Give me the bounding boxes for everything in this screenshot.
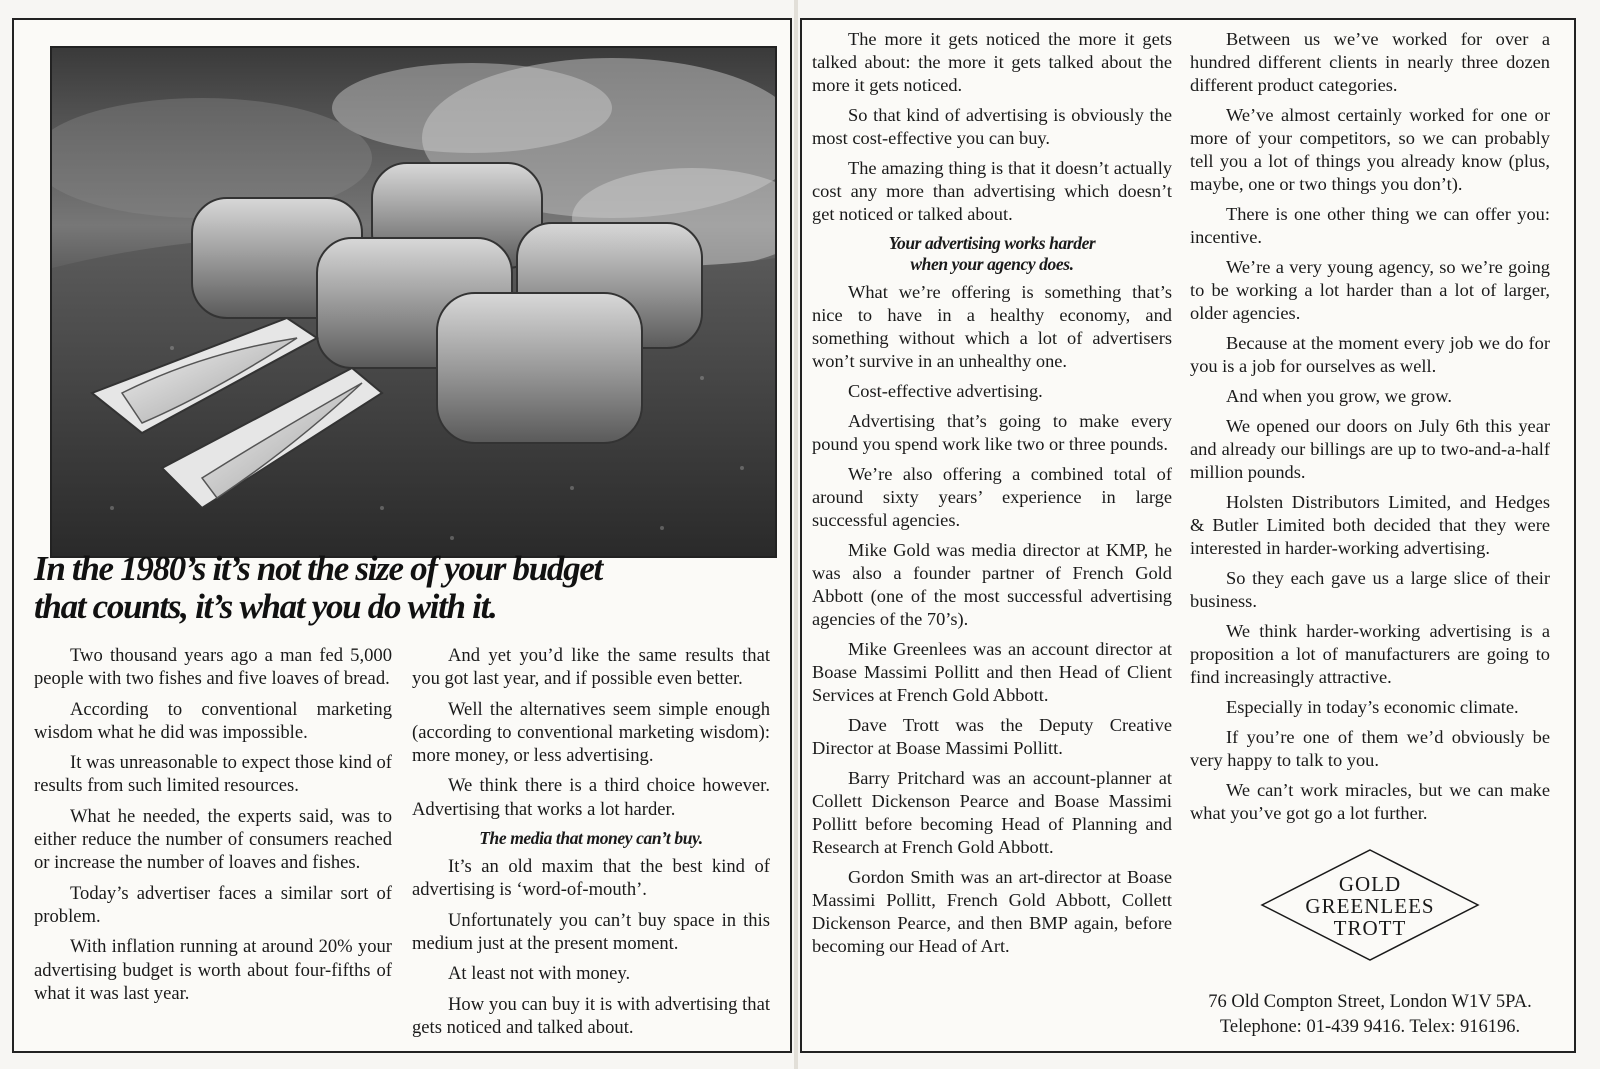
bread-and-fish-photo [50,46,777,558]
headline-line-2: that counts, it’s what you do with it. [34,587,497,626]
paragraph: There is one other thing we can offer you: incentive. [1190,204,1550,247]
paragraph: We think there is a third choice however. Advertising that works a lot harder. [412,775,770,820]
paragraph: How you can buy it is with advertising that gets noticed and talked about. [412,993,770,1038]
left-column-1 [34,644,392,1012]
paragraph: It was unreasonable to expect those kind of results from such limited resources. [34,752,392,797]
paragraph: Advertising that’s going to make every pound you spend work like two or three pounds. [812,411,1172,454]
paragraph: And yet you’d like the same results that you got last year, and if possible even better. [412,645,770,690]
paragraph: Today’s advertiser faces a similar sort of problem. [34,882,392,927]
paragraph: According to conventional marketing wisdom what he did was impossible. [34,698,392,743]
paragraph: Mike Gold was media director at KMP, he was also a founder partner of French Gold Abbott (one of the most successful advertising agencies of the 70’s). [812,540,1172,629]
paragraph: We opened our doors on July 6th this year and already our billings are up to two-and-a-half million pounds. [1190,416,1550,482]
right-column-2-text [1190,28,1550,832]
telephone-telex: Telephone: 01-439 9416. Telex: 916196. [1219,1017,1521,1037]
paragraph: The amazing thing is that it doesn’t actually cost any more than advertising which doesn’t get noticed or talked about. [812,158,1172,224]
paragraph: So that kind of advertising is obviously the most cost-effective you can buy. [812,105,1172,148]
paragraph: What we’re offering is something that’s nice to have in a healthy economy, and something without which a lot of advertisers won’t survive in an unhealthy one. [812,282,1172,371]
subheading-line-2: when your agency does. [910,254,1074,274]
headline [34,550,794,626]
paragraph: Cost-effective advertising. [848,381,1043,401]
paragraph: With inflation running at around 20% your advertising budget is worth about four-fifths of what it was last year. [34,936,392,1004]
paragraph: Between us we’ve worked for over a hundred different clients in nearly three dozen different product categories. [1190,29,1550,95]
paragraph: Gordon Smith was an art-director at Boase Massimi Pollitt, French Gold Abbott, Collett Dickenson Pearce, and then BMP again, before becoming our Head of Art. [812,867,1172,956]
paragraph: What he needed, the experts said, was to either reduce the number of consumers reached or increase the number of loaves and fishes. [34,805,392,874]
paragraph: Mike Greenlees was an account director at Boase Massimi Pollitt and then Head of Client Services at French Gold Abbott. [812,639,1172,705]
subheading [812,233,1172,275]
paragraph: Especially in today’s economic climate. [1226,697,1519,717]
paragraph: Barry Pritchard was an account-planner at Collett Dickenson Pearce and Boase Massimi Pollitt before becoming Head of Planning and Research at French Gold Abbott. [812,768,1172,857]
paragraph: Because at the moment every job we do for you is a job for ourselves as well. [1190,333,1550,376]
right-column-1-text [812,28,1172,965]
subheading-line-1: Your advertising works harder [888,233,1096,253]
headline-line-1: In the 1980’s it’s not the size of your budget [34,549,602,588]
paragraph: So they each gave us a large slice of their business. [1190,568,1550,611]
paragraph: It’s an old maxim that the best kind of advertising is ‘word-of-mouth’. [412,856,770,901]
paragraph: Dave Trott was the Deputy Creative Director at Boase Massimi Pollitt. [812,715,1172,758]
agency-address [1180,990,1560,1040]
logo-line-1: GOLD [1338,872,1402,896]
paragraph: Unfortunately you can’t buy space in this medium just at the present moment. [412,909,770,954]
logo-line-2: GREENLEES [1305,894,1435,918]
paragraph: And when you grow, we grow. [1226,386,1452,406]
agency-logo [1260,848,1480,962]
page-gutter [794,0,798,1069]
subheading: The media that money can’t buy. [479,828,703,849]
paragraph: If you’re one of them we’d obviously be very happy to talk to you. [1190,727,1550,770]
paragraph: We think harder-working advertising is a proposition a lot of manufacturers are going to find increasingly attractive. [1190,621,1550,687]
paragraph: We’re also offering a combined total of around sixty years’ experience in large successful agencies. [812,464,1172,530]
paragraph: Two thousand years ago a man fed 5,000 people with two fishes and five loaves of bread. [34,645,392,690]
paragraph: We can’t work miracles, but we can make what you’ve got go a lot further. [1190,780,1550,823]
paragraph: We’re a very young agency, so we’re going to be working a lot harder than a lot of larger, older agencies. [1190,257,1550,323]
left-page [12,18,792,1053]
street-address: 76 Old Compton Street, London W1V 5PA. [1208,992,1532,1012]
left-column-2 [412,644,770,1046]
paragraph: At least not with money. [448,963,631,985]
logo-line-3: TROTT [1333,916,1407,940]
paragraph: Holsten Distributors Limited, and Hedges & Butler Limited both decided that they were interested in harder-working advertising. [1190,492,1550,558]
paragraph: Well the alternatives seem simple enough (according to conventional marketing wisdom): more money, or less advertising. [412,698,770,767]
paragraph: We’ve almost certainly worked for one or more of your competitors, so we can probably tell you a lot of things you already know (plus, maybe, one or two things you don’t). [1190,105,1550,194]
paragraph: The more it gets noticed the more it gets talked about: the more it gets talked about the more it gets noticed. [812,29,1172,95]
